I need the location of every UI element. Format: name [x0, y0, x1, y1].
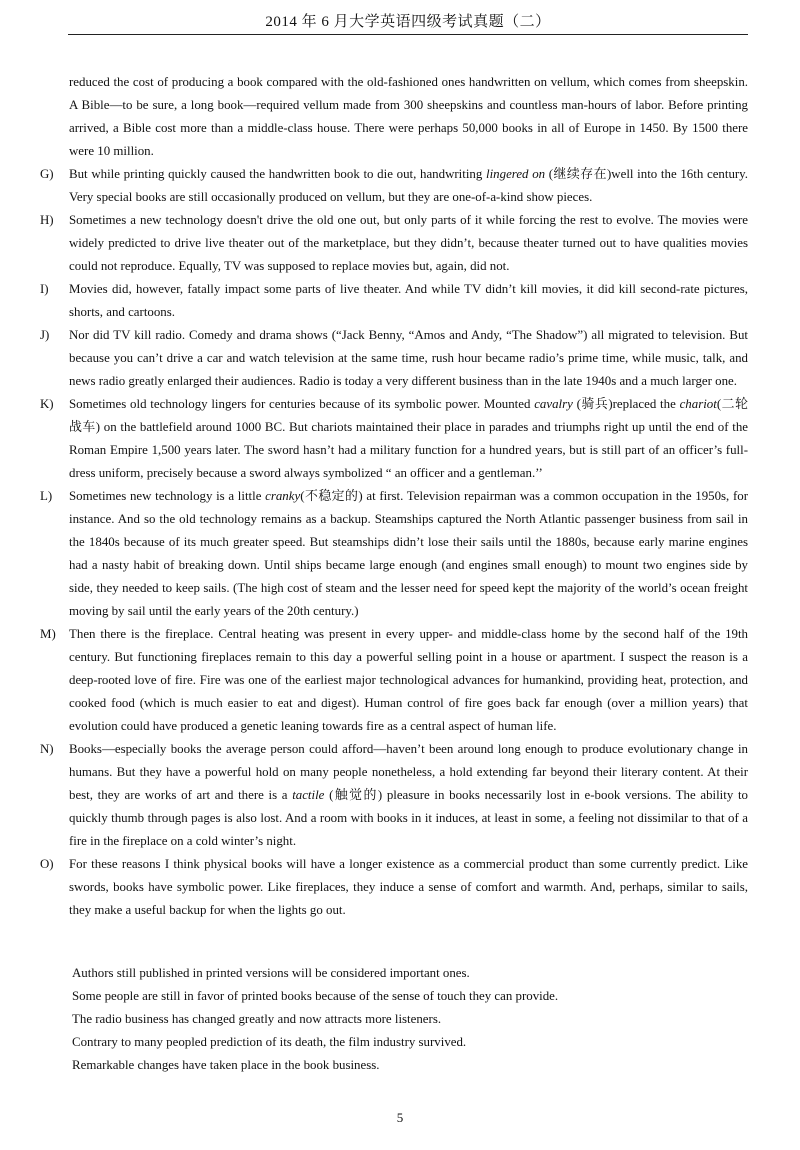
statement-list	[72, 962, 748, 1077]
paragraph-text: For these reasons I think physical books will have a longer existence as a commercial product than some currently predict. Like swords, books have symbolic power. Like fireplaces, they induce a sense of comfort and warmth. And, perhaps, similar to sails, they make a useful backup for when the lights go out.	[69, 857, 748, 917]
continuation-paragraph: reduced the cost of producing a book compared with the old-fashioned ones handwritten on vellum, which comes from sheepskin. A Bible—to be sure, a long book—required vellum made from 300 sheepskins and countless man-hours of labor. Before printing arrived, a Bible cost more than a middle-class house. There were perhaps 50,000 books in all of Europe in 1450. By 1500 there were 10 million.	[69, 75, 748, 158]
paragraph-label: I)	[40, 282, 49, 296]
paragraph-text: (触觉的) pleasure in books necessarily lost in e-book versions. The ability to quickly thumb through pages is also lost. And a room with books in it induces, at least in some, a feeling not dissimilar to that of a fire in the fireplace on a cold winter’s night.	[69, 788, 748, 848]
paragraph-label: J)	[40, 328, 50, 342]
paragraph-text: Books—especially books the average person could afford—haven’t been around long enough to produce evolutionary change in humans. But they have a powerful hold on many people nonetheless, a hold extending far beyond their literary content. At their best, they are works of art and there is a	[69, 742, 748, 802]
paragraph-label: G)	[40, 167, 54, 181]
paragraph	[40, 623, 748, 738]
italic-term: chariot	[679, 397, 717, 411]
page-header: 2014 年 6 月大学英语四级考试真题（二）	[68, 10, 748, 35]
paragraph-text: Sometimes new technology is a little	[69, 489, 266, 503]
paragraph-label: H)	[40, 213, 54, 227]
paragraph-text: (二轮战车) on the battlefield around 1000 BC. But chariots maintained their place in parades and triumphs right up until the end of the Roman Empire 1,500 years later. The sword hasn’t had a military function for a hundred years, but is still part of an officer’s full- dress uniform, precisely because a sword always symbolized “ an officer and a gentleman.’’	[69, 397, 748, 480]
paragraph-text: Sometimes old technology lingers for centuries because of its symbolic power. Mounted	[69, 397, 535, 411]
paragraph	[40, 485, 748, 623]
paragraph	[40, 209, 748, 278]
paragraph	[40, 738, 748, 853]
paragraph-text: Movies did, however, fatally impact some parts of live theater. And while TV didn’t kill movies, it did kill second-rate pictures, shorts, and cartoons.	[69, 282, 748, 319]
paragraph-label: K)	[40, 397, 54, 411]
paragraph-text: But while printing quickly caused the handwritten book to die out, handwriting	[69, 167, 487, 181]
paragraph	[40, 393, 748, 485]
italic-term: tactile	[292, 788, 325, 802]
statement-item: Some people are still in favor of printed books because of the sense of touch they can provide.	[72, 989, 559, 1003]
paragraph-text: Sometimes a new technology doesn't drive the old one out, but only parts of it while forcing the rest to evolve. The movies were widely predicted to drive live theater out of the marketplace, but they didn’t, because theater turned out to have qualities movies could not reproduce. Equally, TV was supposed to replace movies but, again, did not.	[69, 213, 748, 273]
paragraph-text: (不稳定的) at first. Television repairman was a common occupation in the 1950s, for instance. And so the old technology remains as a backup. Steamships captured the North Atlantic passenger business from sail in the 1840s because of its much greater speed. But steamships didn’t lose their sails until the 1880s, because early marine engines had a nasty habit of breaking down. Until ships became large enough (and engines small enough) to mount two engines side by side, they needed to keep sails. (The high cost of steam and the lesser need for speed kept the majority of the world’s ocean freight moving by sail until the early years of the 20th century.)	[69, 489, 749, 618]
italic-term: cranky	[265, 489, 301, 503]
article-body	[40, 71, 748, 922]
paragraph	[40, 278, 748, 324]
statement-item: Authors still published in printed versions will be considered important ones.	[72, 966, 470, 980]
statement-item: Remarkable changes have taken place in the book business.	[72, 1058, 380, 1072]
italic-term: cavalry	[534, 397, 573, 411]
paragraph-text: Then there is the fireplace. Central heating was present in every upper- and middle-class home by the second half of the 19th century. But functioning fireplaces remain to this day a powerful selling point in a house or apartment. I suspect the reason is a deep-rooted love of fire. Fire was one of the earliest major technological advances for humankind, providing heat, protection, and cooked food (which is much easier to eat and digest). Human control of fire goes back far enough (over a million years) that evolution could have produced a genetic leaning towards fire as a central aspect of human life.	[69, 627, 748, 733]
paragraph-label: L)	[40, 489, 53, 503]
paragraph-label: N)	[40, 742, 54, 756]
paragraph-label: O)	[40, 857, 54, 871]
statement-item: Contrary to many peopled prediction of its death, the film industry survived.	[72, 1035, 467, 1049]
statement-item: The radio business has changed greatly and now attracts more listeners.	[72, 1012, 442, 1026]
paragraph-label: M)	[40, 627, 56, 641]
paragraph-text: (继续存在)well into the 16th century. Very special books are still occasionally produced on vellum, but they are one-of-a-kind show pieces.	[69, 167, 749, 204]
paragraph	[40, 324, 748, 393]
paragraph-text: (骑兵)replaced the	[572, 397, 680, 411]
paragraph	[40, 853, 748, 922]
paragraph-text: Nor did TV kill radio. Comedy and drama shows (“Jack Benny, “Amos and Andy, “The Shadow”) all migrated to television. But because you can’t drive a car and watch television at the same time, rush hour became radio’s prime time, while music, talk, and news radio greatly enlarged their audiences. Radio is today a very different business than in the late 1940s and a much larger one.	[69, 328, 748, 388]
italic-term: lingered on	[486, 167, 546, 181]
paragraph	[40, 163, 748, 209]
page-number: 5	[396, 1110, 404, 1125]
paragraph-list	[40, 163, 748, 922]
